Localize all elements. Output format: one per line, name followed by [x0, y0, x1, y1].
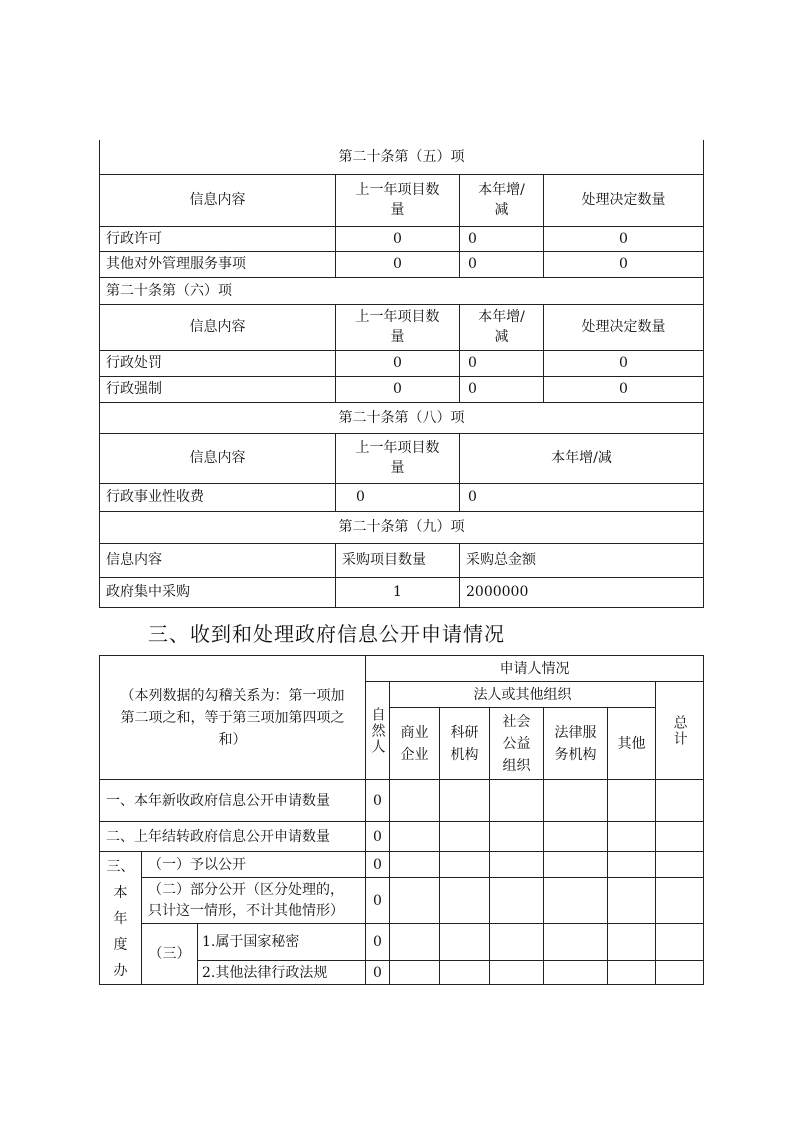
header-prev-count: 上一年项目数 量	[336, 433, 460, 483]
row-purchase-amount: 2000000	[460, 577, 704, 607]
row-change: 0	[460, 350, 544, 376]
section-title: 第二十条第（九）项	[100, 511, 704, 543]
header-prev-count: 上一年项目数 量	[336, 174, 460, 226]
table-row	[100, 483, 704, 511]
header-decisions: 处理决定数量	[544, 174, 704, 226]
row3-3-group-label: （三）	[142, 924, 198, 985]
empty-cell	[544, 924, 608, 961]
header-purchase-amount: 采购总金额	[460, 543, 704, 577]
empty-cell	[390, 924, 440, 961]
natural-person-value: 0	[366, 878, 390, 924]
header-change: 本年增/减	[460, 433, 704, 483]
empty-cell	[490, 961, 544, 985]
row-decisions: 0	[544, 226, 704, 251]
empty-cell	[440, 878, 490, 924]
table-header-row	[100, 304, 704, 350]
empty-cell	[440, 780, 490, 822]
header-decisions: 处理决定数量	[544, 304, 704, 350]
header-purchase-count: 采购项目数量	[336, 543, 460, 577]
org-col-business: 商业 企业	[390, 708, 440, 780]
row-decisions: 0	[544, 376, 704, 402]
empty-cell	[490, 852, 544, 878]
row-prev: 0	[336, 251, 460, 277]
legal-or-other-header: 法人或其他组织	[390, 682, 656, 708]
row-prev: 0	[336, 483, 460, 511]
row-label: 行政事业性收费	[100, 483, 336, 511]
table-row	[100, 226, 704, 251]
table-row	[100, 350, 704, 376]
empty-cell	[656, 852, 704, 878]
empty-cell	[490, 924, 544, 961]
row-label: 二、上年结转政府信息公开申请数量	[100, 822, 366, 852]
row-label: 一、本年新收政府信息公开申请数量	[100, 780, 366, 822]
row-decisions: 0	[544, 251, 704, 277]
section-title: 第二十条第（五）项	[100, 140, 704, 174]
section-title-row	[100, 277, 704, 304]
row-change: 0	[460, 376, 544, 402]
application-table	[99, 655, 704, 985]
row-label: 政府集中采购	[100, 577, 336, 607]
header-info-content: 信息内容	[100, 304, 336, 350]
org-col-research: 科研 机构	[440, 708, 490, 780]
table-row	[100, 852, 704, 878]
empty-cell	[440, 924, 490, 961]
section-title-row	[100, 140, 704, 174]
row-label: 其他对外管理服务事项	[100, 251, 336, 277]
header-change: 本年增/ 减	[460, 174, 544, 226]
disclosure-table-article20	[99, 140, 704, 608]
natural-person-value: 0	[366, 852, 390, 878]
empty-cell	[656, 961, 704, 985]
row-label: （一）予以公开	[142, 852, 366, 878]
section-heading: 三、收到和处理政府信息公开申请情况	[148, 622, 505, 646]
applicant-situation-header: 申请人情况	[366, 656, 704, 682]
table-row	[100, 924, 704, 961]
reconciliation-note: （本列数据的勾稽关系为：第一项加 第二项之和，等于第三项加第四项之 和）	[100, 656, 366, 780]
natural-person-value: 0	[366, 822, 390, 852]
section-title-row	[100, 511, 704, 543]
row-prev: 0	[336, 350, 460, 376]
row-label: 行政许可	[100, 226, 336, 251]
empty-cell	[544, 961, 608, 985]
row-change: 0	[460, 226, 544, 251]
empty-cell	[490, 780, 544, 822]
empty-cell	[490, 822, 544, 852]
row-purchase-count: 1	[336, 577, 460, 607]
row-label: 2.其他法律行政法规	[198, 961, 366, 985]
natural-person-value: 0	[366, 961, 390, 985]
header-prev-count: 上一年项目数 量	[336, 304, 460, 350]
header-info-content: 信息内容	[100, 543, 336, 577]
empty-cell	[440, 822, 490, 852]
total-header: 总计	[656, 682, 704, 780]
section-title: 第二十条第（六）项	[100, 277, 704, 304]
empty-cell	[656, 822, 704, 852]
empty-cell	[544, 780, 608, 822]
empty-cell	[656, 878, 704, 924]
empty-cell	[544, 878, 608, 924]
table-row	[100, 822, 704, 852]
empty-cell	[390, 852, 440, 878]
empty-cell	[390, 961, 440, 985]
row-label: （二）部分公开（区分处理的， 只计这一情形，不计其他情形）	[142, 878, 366, 924]
empty-cell	[390, 780, 440, 822]
header-change: 本年增/ 减	[460, 304, 544, 350]
natural-person-value: 0	[366, 924, 390, 961]
org-col-public-welfare: 社会 公益 组织	[490, 708, 544, 780]
empty-cell	[490, 878, 544, 924]
header-row-1	[100, 656, 704, 682]
empty-cell	[656, 780, 704, 822]
row3-group-label: 三、 本 年 度 办	[100, 852, 142, 985]
table-row	[100, 878, 704, 924]
empty-cell	[608, 780, 656, 822]
header-info-content: 信息内容	[100, 174, 336, 226]
empty-cell	[440, 961, 490, 985]
row-label: 行政强制	[100, 376, 336, 402]
natural-person-value: 0	[366, 780, 390, 822]
section-title-row	[100, 402, 704, 433]
empty-cell	[608, 961, 656, 985]
row-decisions: 0	[544, 350, 704, 376]
table-header-row	[100, 543, 704, 577]
row-change: 0	[460, 251, 544, 277]
empty-cell	[608, 852, 656, 878]
row-change: 0	[460, 483, 704, 511]
empty-cell	[544, 822, 608, 852]
org-col-other: 其他	[608, 708, 656, 780]
table-row	[100, 780, 704, 822]
section-title: 第二十条第（八）项	[100, 402, 704, 433]
empty-cell	[608, 878, 656, 924]
empty-cell	[390, 878, 440, 924]
table-row	[100, 577, 704, 607]
row-prev: 0	[336, 226, 460, 251]
empty-cell	[608, 924, 656, 961]
table-row	[100, 251, 704, 277]
table-header-row	[100, 433, 704, 483]
header-info-content: 信息内容	[100, 433, 336, 483]
empty-cell	[544, 852, 608, 878]
org-col-legal-service: 法律服 务机构	[544, 708, 608, 780]
row-prev: 0	[336, 376, 460, 402]
row-label: 行政处罚	[100, 350, 336, 376]
empty-cell	[656, 924, 704, 961]
empty-cell	[608, 822, 656, 852]
natural-person-header: 自然人	[366, 682, 390, 780]
empty-cell	[440, 852, 490, 878]
table-row	[100, 376, 704, 402]
empty-cell	[390, 822, 440, 852]
row-label: 1.属于国家秘密	[198, 924, 366, 961]
table-header-row	[100, 174, 704, 226]
